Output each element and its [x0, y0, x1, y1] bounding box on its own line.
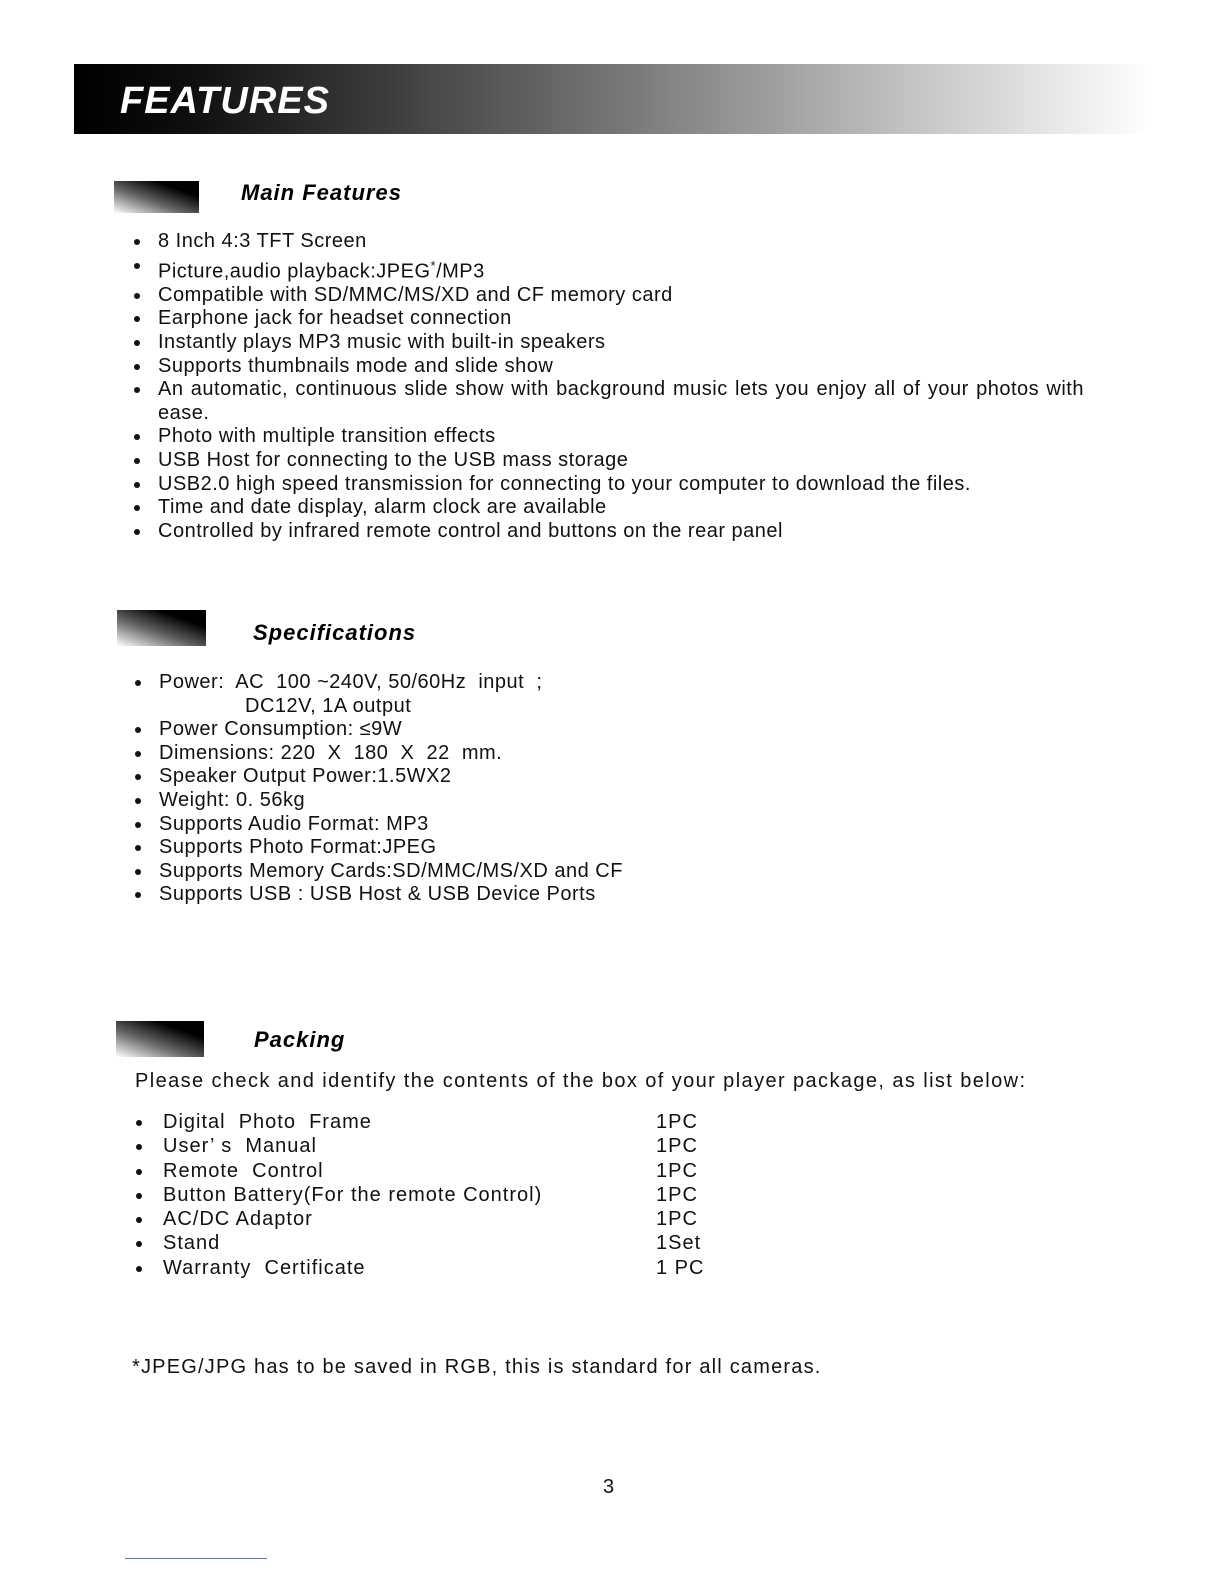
list-item: Earphone jack for headset connection	[134, 307, 1084, 331]
list-item: Photo with multiple transition effects	[134, 425, 1084, 449]
packing-item-name: Button Battery(For the remote Control)	[163, 1183, 543, 1206]
list-item	[135, 671, 835, 718]
list-item: An automatic, continuous slide show with background music lets you enjoy all of your photos with ease.	[134, 378, 1084, 425]
packing-item	[134, 1232, 774, 1256]
specifications-list	[135, 671, 835, 907]
specifications-tab-graphic	[117, 610, 206, 646]
list-item	[134, 254, 1084, 284]
packing-item-qty: 1 PC	[656, 1256, 705, 1279]
list-item: USB Host for connecting to the USB mass storage	[134, 449, 1084, 473]
packing-item	[134, 1257, 774, 1281]
packing-item	[134, 1111, 774, 1135]
main-features-heading: Main Features	[241, 180, 402, 205]
list-item: Dimensions: 220 X 180 X 22 mm.	[135, 742, 835, 766]
packing-item	[134, 1184, 774, 1208]
list-item: Supports thumbnails mode and slide show	[134, 355, 1084, 379]
packing-item-qty: 1PC	[656, 1183, 698, 1206]
list-item: Supports Audio Format: MP3	[135, 813, 835, 837]
page-number: 3	[603, 1476, 615, 1498]
packing-item	[134, 1208, 774, 1232]
bottom-rule	[125, 1558, 267, 1559]
packing-item-qty: 1Set	[656, 1232, 702, 1255]
packing-item-qty: 1PC	[656, 1135, 698, 1158]
list-item: USB2.0 high speed transmission for connecting to your computer to download the files.	[134, 473, 1084, 497]
packing-item	[134, 1160, 774, 1184]
packing-item-qty: 1PC	[656, 1159, 698, 1182]
packing-list	[134, 1111, 774, 1281]
list-item: Supports Memory Cards:SD/MMC/MS/XD and CF	[135, 860, 835, 884]
list-item: Weight: 0. 56kg	[135, 789, 835, 813]
packing-item-name: User’ s Manual	[163, 1135, 317, 1158]
packing-item-qty: 1PC	[656, 1111, 698, 1133]
main-features-tab-graphic	[114, 181, 199, 213]
list-item: Speaker Output Power:1.5WX2	[135, 765, 835, 789]
main-features-list	[134, 230, 1084, 543]
list-item: 8 Inch 4:3 TFT Screen	[134, 230, 1084, 254]
packing-item-name: Stand	[163, 1232, 221, 1255]
list-item: Time and date display, alarm clock are available	[134, 496, 1084, 520]
footnote-marker: *	[430, 257, 437, 273]
list-item: Supports USB : USB Host & USB Device Ports	[135, 883, 835, 907]
list-item-text: /MP3	[436, 260, 485, 283]
page-title: FEATURES	[120, 80, 330, 122]
features-banner	[74, 64, 1150, 134]
power-line: Power: AC 100 ~240V, 50/60Hz input ;	[159, 671, 543, 693]
specifications-heading: Specifications	[253, 620, 417, 645]
packing-tab-graphic	[116, 1021, 204, 1057]
packing-item-name: Warranty Certificate	[163, 1256, 366, 1279]
list-item-text: Picture,audio playback:JPEG	[158, 260, 431, 283]
packing-intro: Please check and identify the contents of the box of your player package, as list below:	[135, 1070, 1027, 1092]
packing-item-name: AC/DC Adaptor	[163, 1208, 313, 1231]
power-line-output: DC12V, 1A output	[245, 694, 412, 717]
list-item: Compatible with SD/MMC/MS/XD and CF memory card	[134, 284, 1084, 308]
list-item: Controlled by infrared remote control and buttons on the rear panel	[134, 520, 1084, 544]
packing-heading: Packing	[254, 1027, 346, 1052]
list-item: Supports Photo Format:JPEG	[135, 836, 835, 860]
packing-item-name: Digital Photo Frame	[163, 1111, 372, 1133]
packing-item-name: Remote Control	[163, 1159, 324, 1182]
list-item: Power Consumption: ≤9W	[135, 718, 835, 742]
packing-item-qty: 1PC	[656, 1208, 698, 1231]
footnote: *JPEG/JPG has to be saved in RGB, this is standard for all cameras.	[132, 1356, 822, 1378]
list-item: Instantly plays MP3 music with built-in speakers	[134, 331, 1084, 355]
packing-item	[134, 1135, 774, 1159]
